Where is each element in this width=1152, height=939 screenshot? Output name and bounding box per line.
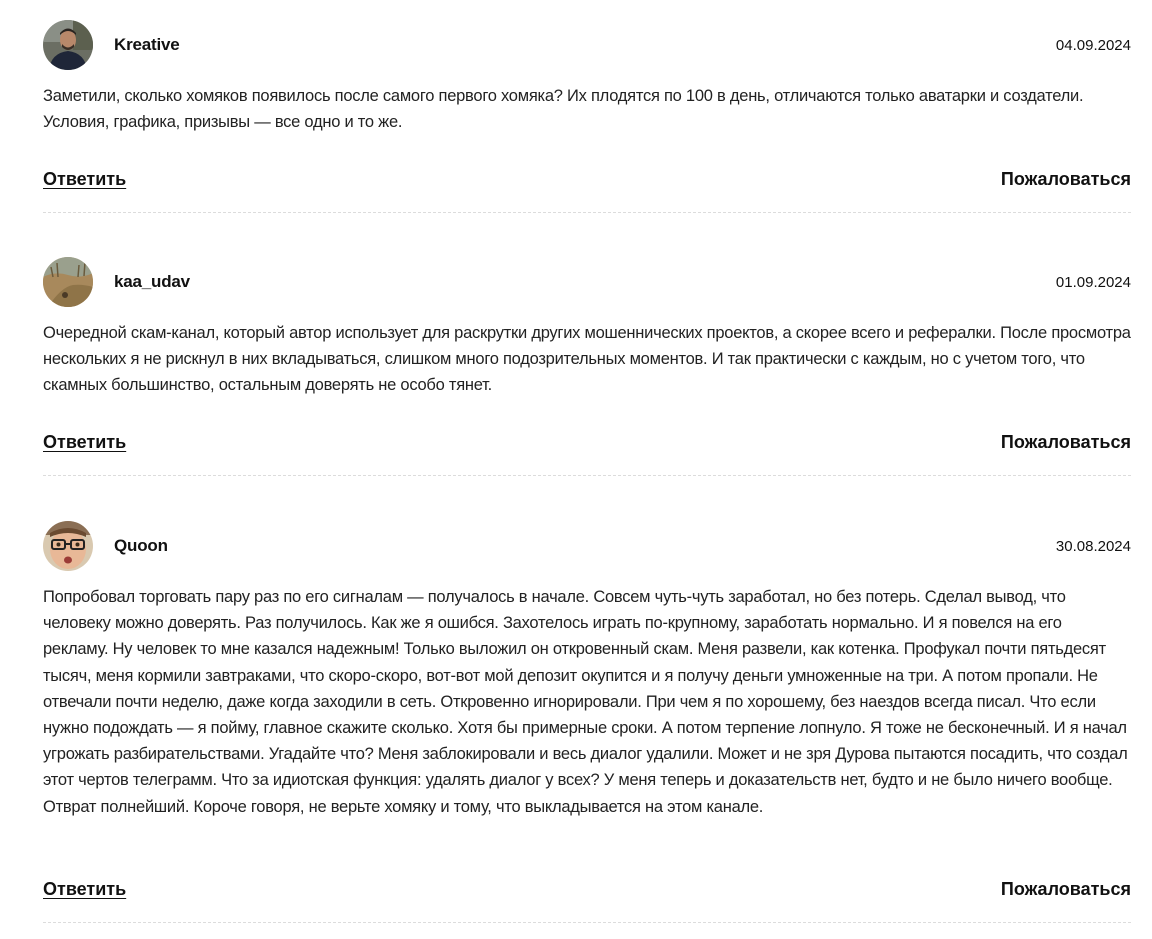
comment-author: Quoon (114, 536, 168, 555)
comment-text: Попробовал торговать пару раз по его сигналам — получалось в начале. Совсем чуть-чуть заработал, но без потерь. Сделал вывод, что человеку можно доверять. Раз получилось. Как же я ошибся. Захотелось играть по-крупному, заработать нормально. И я повелся на его рекламу. Ну человек то мне казался надежным! Только выложил он откровенный скам. Меня развели, как котенка. Профукал почти пятьдесят тысяч, меня кормили завтраками, что скоро-скоро, вот-вот мой депозит окупится и я получу деньги умноженные на три. А потом пропали. Не отвечали почти неделю, даже когда заходили в сеть. Откровенно игнорировали. При чем я по хорошему, без наездов всегда писал. Что если нужно подождать — я пойму, главное скажите сколько. Хотя бы примерные сроки. А потом терпение лопнуло. Я тоже не бесконечный. И я начал угрожать разбирательствами. Угадайте что? Меня заблокировали и весь диалог удалили. Может и не зря Дурова пытаются посадить, что создал этот чертов телеграмм. Что за идиотская функция: удалять диалог у всех? У меня теперь и доказательств нет, будто и не было ничего вообще. Отврат полнейший. Короче говоря, не верьте хомяку и тому, что выкладывается на этом канале. (43, 588, 1128, 816)
comment-item (43, 521, 1131, 899)
avatar-man-icon[interactable] (43, 20, 93, 70)
comment-divider (43, 475, 1131, 476)
comment-date: 04.09.2024 (1055, 37, 1131, 54)
reply-button[interactable]: Ответить (43, 169, 127, 189)
comment-text: Заметили, сколько хомяков появилось после самого первого хомяка? Их плодятся по 100 в день, отличаются только аватарки и создатели. Условия, графика, призывы — все одно и то же. (43, 87, 1084, 132)
comment-author: kaa_udav (114, 272, 190, 291)
comment-item (43, 20, 1131, 189)
report-button[interactable]: Пожаловаться (1000, 169, 1131, 189)
comment-actions (43, 169, 1131, 199)
comment-divider (43, 922, 1131, 923)
report-button[interactable]: Пожаловаться (1000, 879, 1131, 899)
comment-actions (43, 432, 1131, 462)
comment-date: 30.08.2024 (1055, 538, 1131, 555)
report-button[interactable]: Пожаловаться (1000, 432, 1131, 452)
reply-button[interactable]: Ответить (43, 432, 127, 452)
comment-header (43, 257, 1131, 309)
comment-item (43, 257, 1131, 452)
comment-author: Kreative (114, 35, 180, 54)
comment-actions (43, 879, 1131, 909)
avatar-face-glasses-icon[interactable] (43, 521, 93, 571)
avatar-landscape-icon[interactable] (43, 257, 93, 307)
reply-button[interactable]: Ответить (43, 879, 127, 899)
comment-divider (43, 212, 1131, 213)
comment-text: Очередной скам-канал, который автор использует для раскрутки других мошеннических проектов, а скорее всего и рефералки. После просмотра нескольких я не рискнул в них вкладываться, слишком много подозрительных моментов. И так практически с каждым, но с учетом того, что скамных большинство, остальным доверять не особо тянет. (43, 324, 1131, 395)
comment-date: 01.09.2024 (1055, 274, 1131, 291)
comment-header (43, 20, 1131, 72)
comment-header (43, 521, 1131, 573)
